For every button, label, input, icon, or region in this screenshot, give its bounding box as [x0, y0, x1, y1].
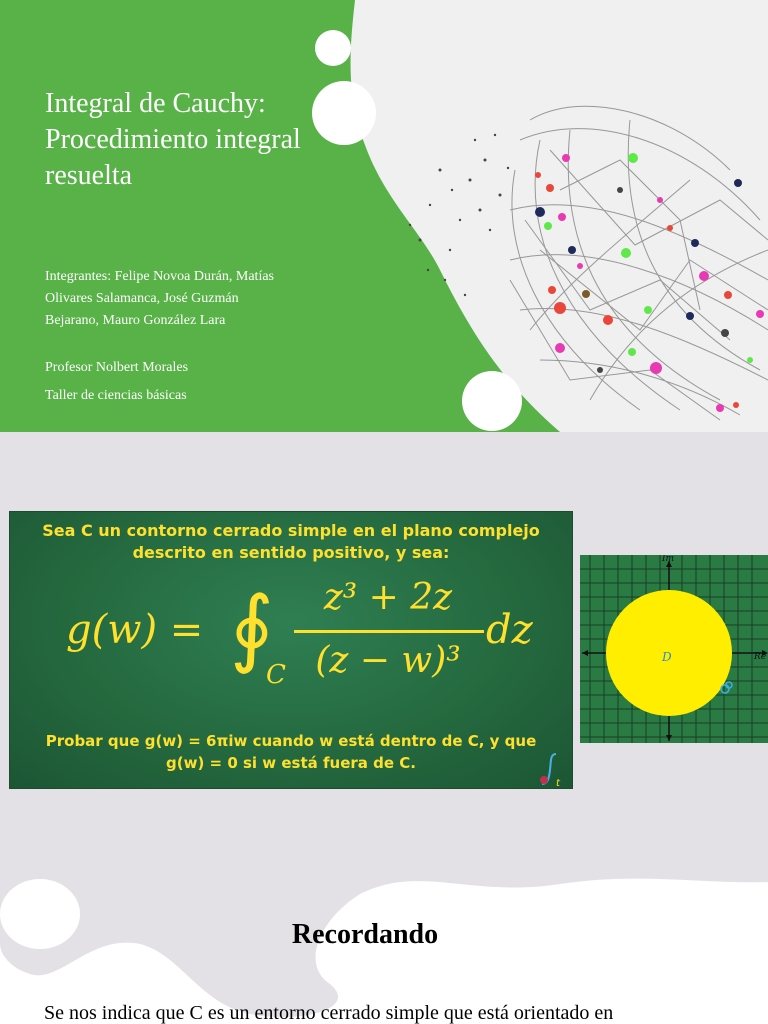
- problem-intro-line-2: descrito en sentido positivo, y sea:: [132, 543, 450, 562]
- contour-region-figure: [580, 555, 768, 743]
- real-axis-label: Re: [754, 652, 767, 662]
- fraction-bar: [294, 630, 484, 633]
- formula-differential: dz: [486, 607, 533, 653]
- course-text: Taller de ciencias básicas: [45, 388, 187, 403]
- svg-text:t: t: [556, 778, 560, 788]
- chalkboard-problem-image: [9, 511, 573, 789]
- section-heading: Recordando: [291, 919, 439, 950]
- contour-subscript: C: [266, 660, 286, 690]
- formula-denominator: (z − w)³: [315, 640, 461, 681]
- body-text: Se nos indica que C es un entorno cerrado simple que está orientado en: [44, 1002, 614, 1024]
- recall-slide: [0, 864, 768, 1024]
- formula-lhs: g(w) =: [66, 607, 204, 653]
- contour-integral-symbol: ∮: [230, 578, 274, 676]
- prove-line-2: g(w) = 0 si w está fuera de C.: [166, 754, 416, 772]
- title-slide: [0, 0, 768, 432]
- prove-line-1: Probar que g(w) = 6πiw cuando w está dentro de C, y que: [45, 732, 537, 750]
- imaginary-axis-label: Im: [662, 555, 675, 564]
- integral-logo-icon: [536, 752, 566, 788]
- professor-text: Profesor Nolbert Morales: [45, 360, 189, 375]
- formula-numerator: z³ + 2z: [323, 577, 453, 618]
- region-label: D: [662, 650, 672, 664]
- network-globe-illustration: [390, 80, 768, 432]
- slide-title: Integral de Cauchy: Procedimiento integral resuelta: [45, 88, 301, 191]
- members-text: Integrantes: Felipe Novoa Durán, Matías Olivares Salamanca, José Guzmán Bejarano, Mauro González Lara: [45, 269, 274, 328]
- problem-slide: [0, 432, 768, 864]
- problem-intro-line-1: Sea C un contorno cerrado simple en el plano complejo: [42, 521, 540, 540]
